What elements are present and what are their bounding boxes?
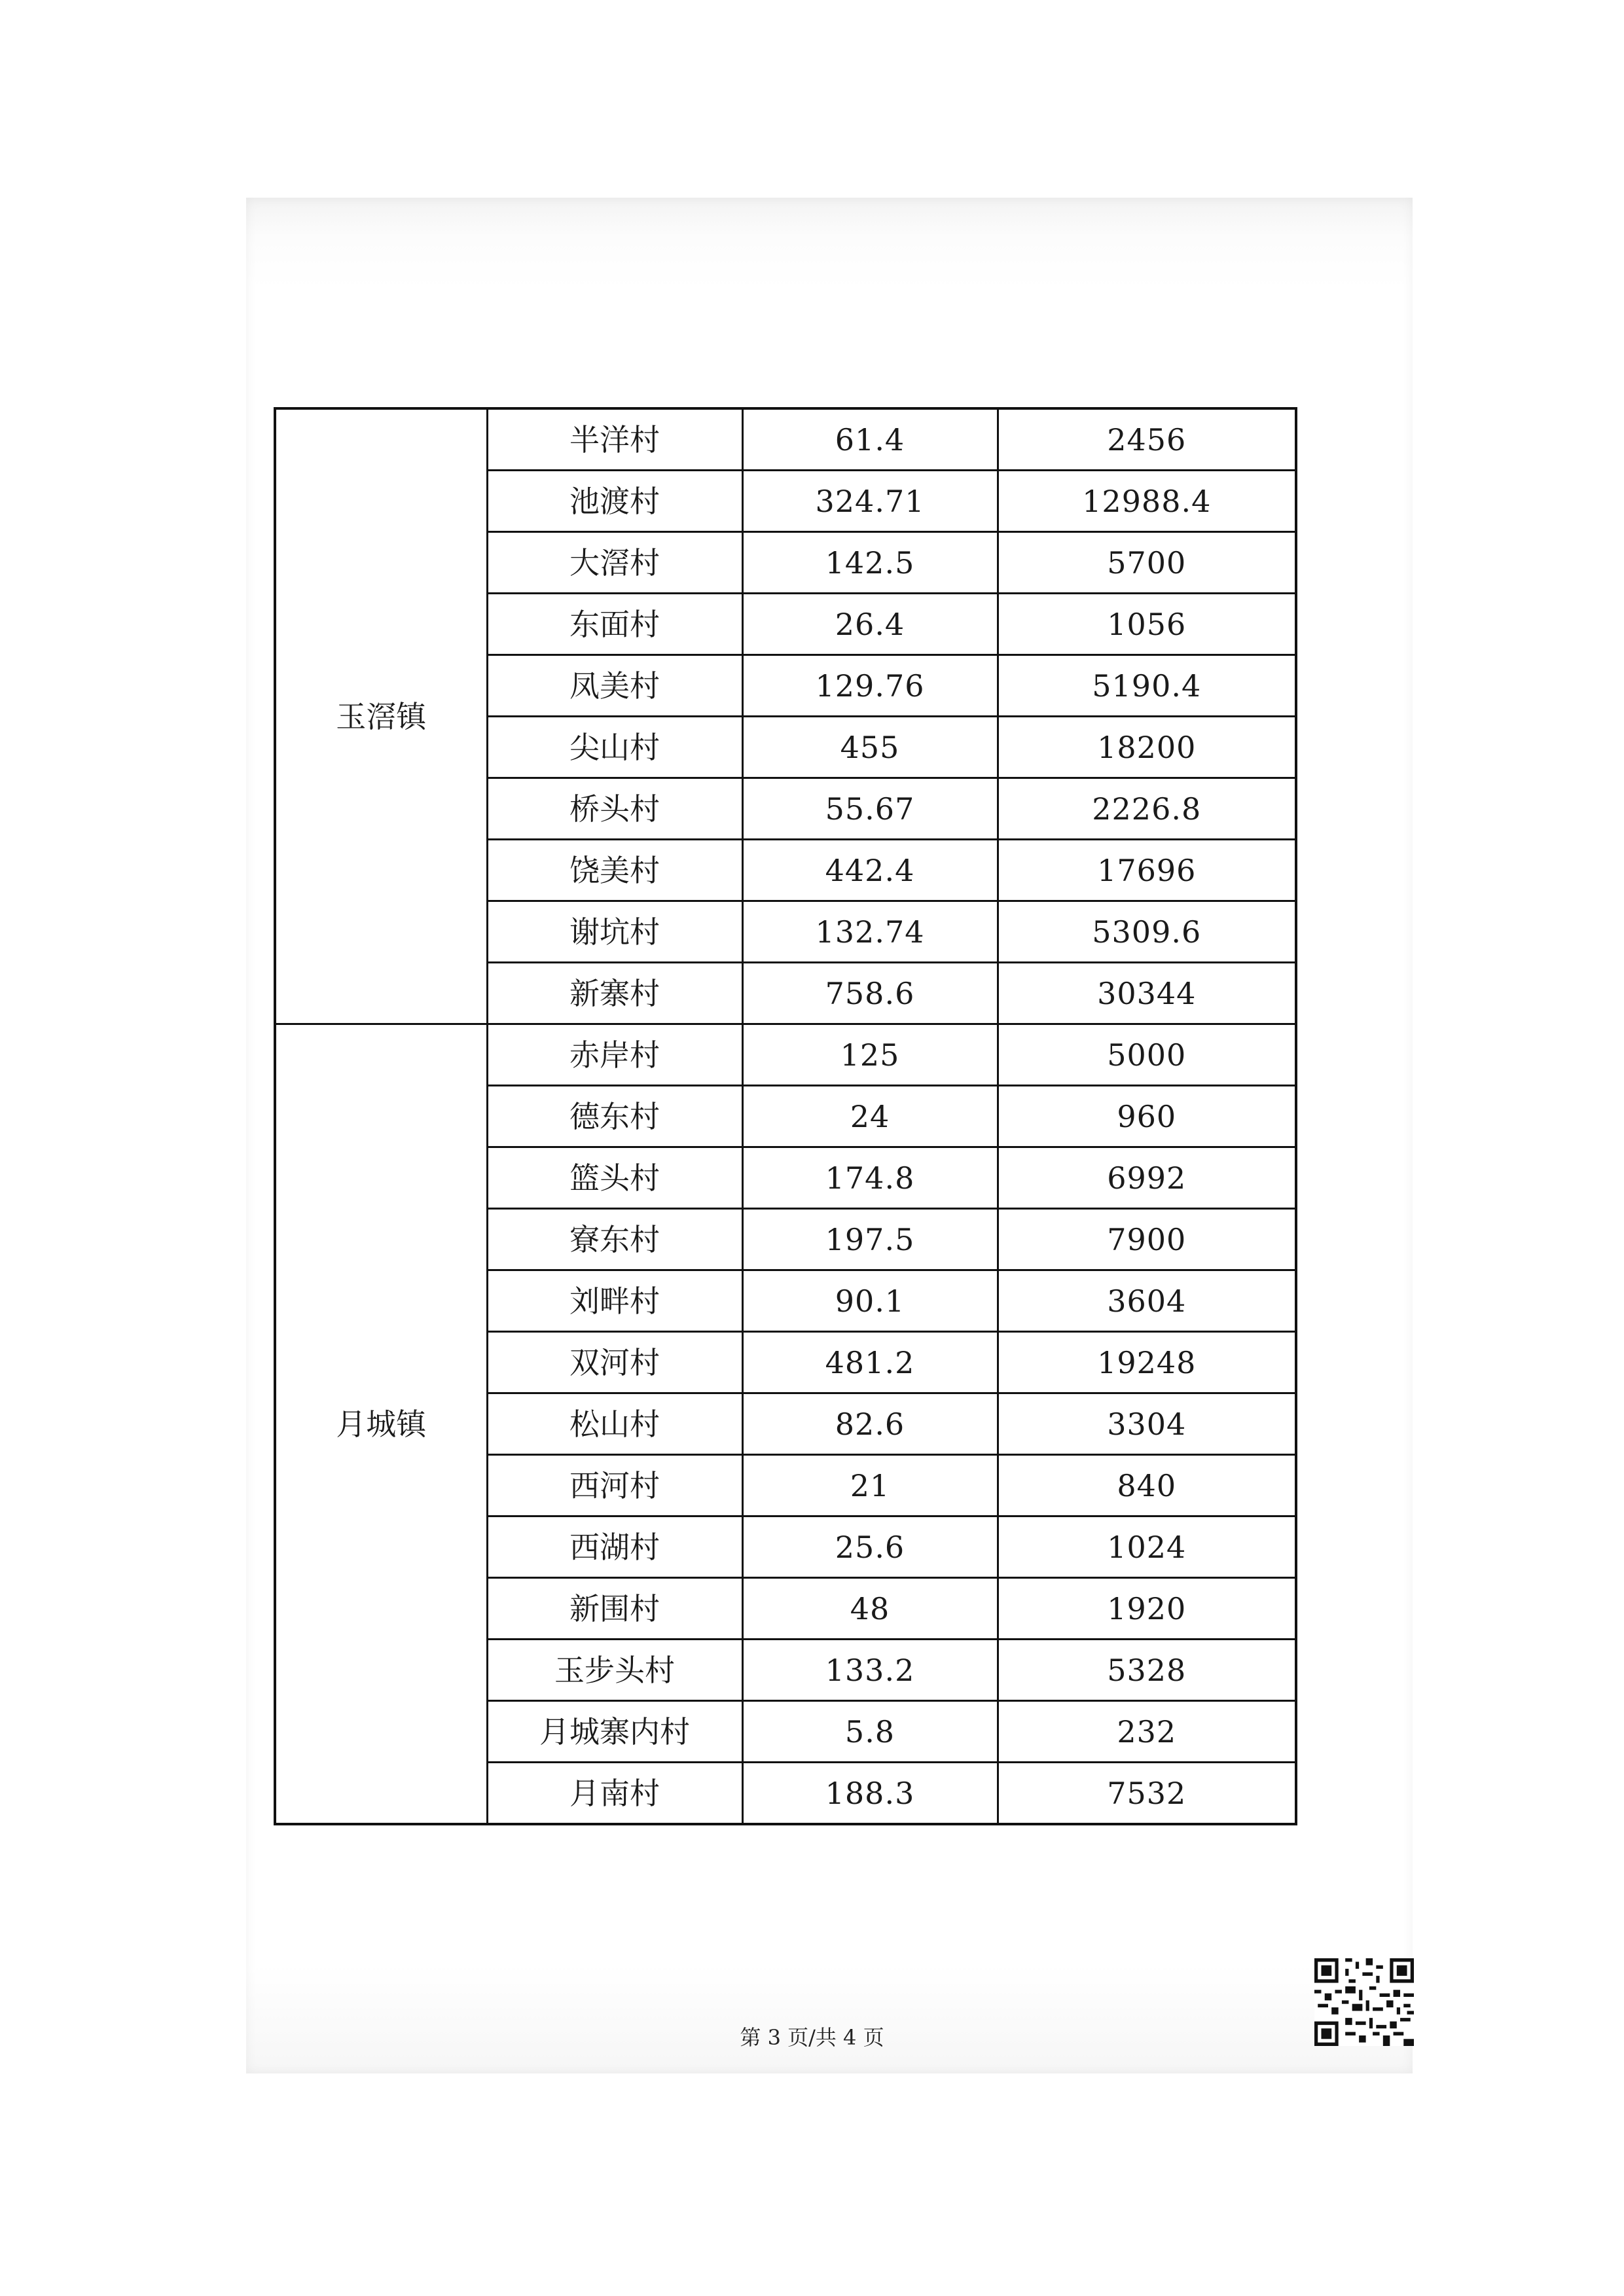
table-row [275, 408, 1296, 471]
table-body [275, 408, 1296, 1824]
value2-cell: 1056 [998, 594, 1296, 655]
village-name-cell: 刘畔村 [487, 1270, 742, 1332]
village-name-cell: 新围村 [487, 1578, 742, 1640]
value1-cell: 25.6 [742, 1516, 998, 1578]
village-name-cell: 桥头村 [487, 778, 742, 840]
village-name-cell: 双河村 [487, 1332, 742, 1393]
value2-cell: 1920 [998, 1578, 1296, 1640]
qr-code-icon [1314, 1958, 1414, 2046]
table-row [275, 1024, 1296, 1086]
value2-cell: 19248 [998, 1332, 1296, 1393]
town-name-cell: 玉滘镇 [275, 408, 487, 1024]
value1-cell: 133.2 [742, 1640, 998, 1701]
value2-cell: 232 [998, 1701, 1296, 1763]
value1-cell: 188.3 [742, 1763, 998, 1825]
value2-cell: 840 [998, 1455, 1296, 1516]
village-name-cell: 池渡村 [487, 471, 742, 532]
value2-cell: 7532 [998, 1763, 1296, 1825]
village-name-cell: 月城寨内村 [487, 1701, 742, 1763]
value2-cell: 2456 [998, 408, 1296, 471]
value2-cell: 12988.4 [998, 471, 1296, 532]
village-name-cell: 西湖村 [487, 1516, 742, 1578]
value1-cell: 758.6 [742, 963, 998, 1024]
village-name-cell: 饶美村 [487, 840, 742, 901]
value1-cell: 174.8 [742, 1147, 998, 1209]
page-number: 第 3 页/共 4 页 [740, 2025, 884, 2050]
value1-cell: 48 [742, 1578, 998, 1640]
village-name-cell: 尖山村 [487, 717, 742, 778]
village-name-cell: 德东村 [487, 1086, 742, 1147]
town-name-cell: 月城镇 [275, 1024, 487, 1825]
village-name-cell: 赤岸村 [487, 1024, 742, 1086]
value1-cell: 125 [742, 1024, 998, 1086]
value2-cell: 3304 [998, 1393, 1296, 1455]
value1-cell: 5.8 [742, 1701, 998, 1763]
value2-cell: 2226.8 [998, 778, 1296, 840]
village-name-cell: 大滘村 [487, 532, 742, 594]
village-name-cell: 寮东村 [487, 1209, 742, 1270]
value1-cell: 82.6 [742, 1393, 998, 1455]
village-name-cell: 半洋村 [487, 408, 742, 471]
value2-cell: 6992 [998, 1147, 1296, 1209]
village-name-cell: 月南村 [487, 1763, 742, 1825]
value2-cell: 5000 [998, 1024, 1296, 1086]
value2-cell: 5328 [998, 1640, 1296, 1701]
village-name-cell: 玉步头村 [487, 1640, 742, 1701]
village-name-cell: 谢坑村 [487, 901, 742, 963]
value2-cell: 7900 [998, 1209, 1296, 1270]
value2-cell: 5700 [998, 532, 1296, 594]
value1-cell: 61.4 [742, 408, 998, 471]
value1-cell: 21 [742, 1455, 998, 1516]
value2-cell: 5309.6 [998, 901, 1296, 963]
value2-cell: 17696 [998, 840, 1296, 901]
value2-cell: 3604 [998, 1270, 1296, 1332]
value2-cell: 960 [998, 1086, 1296, 1147]
village-name-cell: 西河村 [487, 1455, 742, 1516]
village-data-table [274, 407, 1297, 1825]
value2-cell: 30344 [998, 963, 1296, 1024]
value1-cell: 26.4 [742, 594, 998, 655]
value1-cell: 197.5 [742, 1209, 998, 1270]
value1-cell: 132.74 [742, 901, 998, 963]
value1-cell: 90.1 [742, 1270, 998, 1332]
village-name-cell: 东面村 [487, 594, 742, 655]
value1-cell: 481.2 [742, 1332, 998, 1393]
value2-cell: 5190.4 [998, 655, 1296, 717]
village-name-cell: 松山村 [487, 1393, 742, 1455]
village-name-cell: 新寨村 [487, 963, 742, 1024]
value1-cell: 324.71 [742, 471, 998, 532]
value1-cell: 55.67 [742, 778, 998, 840]
value1-cell: 24 [742, 1086, 998, 1147]
value1-cell: 142.5 [742, 532, 998, 594]
value1-cell: 129.76 [742, 655, 998, 717]
value2-cell: 18200 [998, 717, 1296, 778]
village-name-cell: 凤美村 [487, 655, 742, 717]
value1-cell: 442.4 [742, 840, 998, 901]
value1-cell: 455 [742, 717, 998, 778]
value2-cell: 1024 [998, 1516, 1296, 1578]
village-name-cell: 篮头村 [487, 1147, 742, 1209]
